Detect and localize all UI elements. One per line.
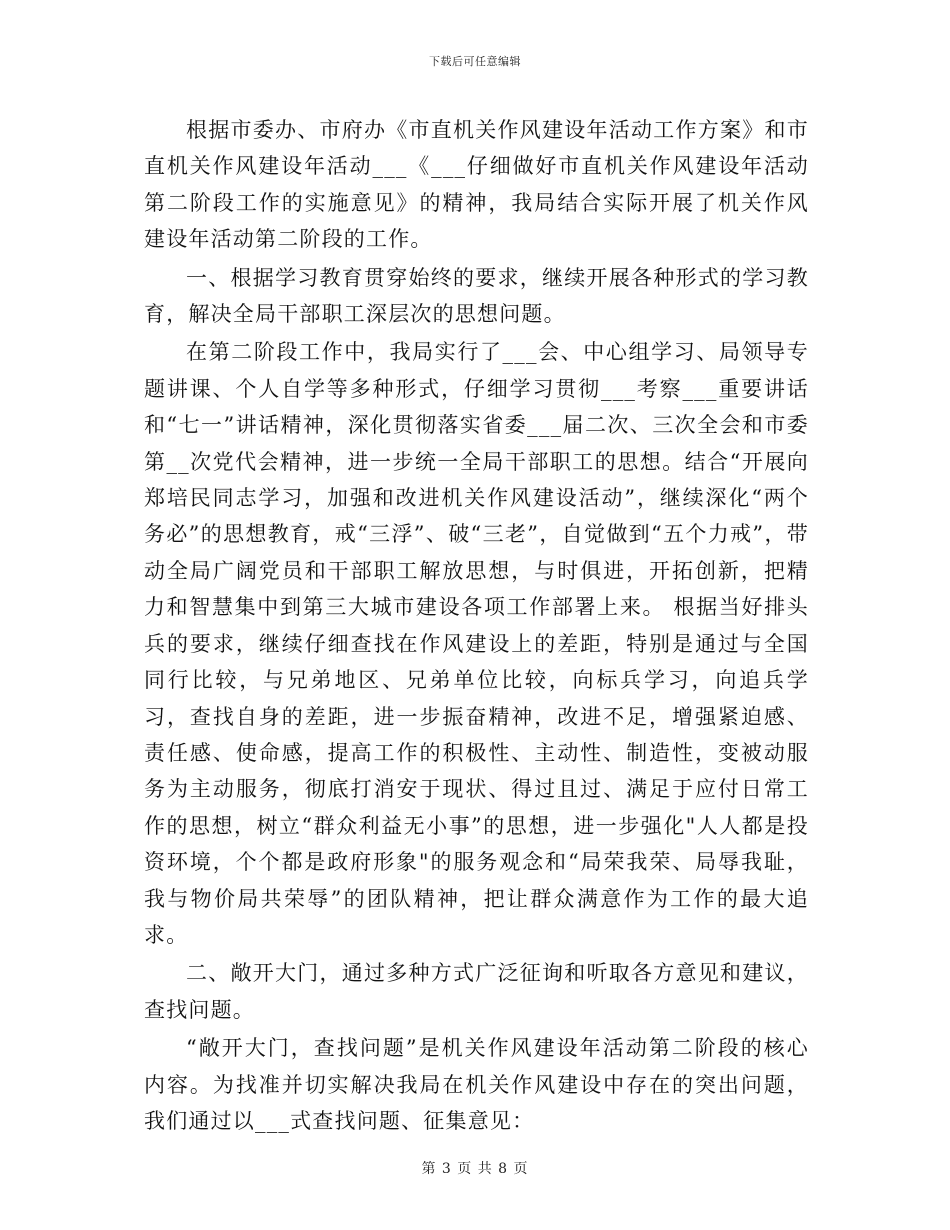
paragraph-section-one-heading: 一、根据学习教育贯穿始终的要求，继续开展各种形式的学习教育，解决全局干部职工深层次的思想问题。 xyxy=(144,265,809,327)
paragraph-intro: 根据市委办、市府办《市直机关作风建设年活动工作方案》和市直机关作风建设年活动___《___仔细做好市直机关作风建设年活动第二阶段工作的实施意见》的精神，我局结合实际开展了机关作风建设年活动第二阶段的工作。 xyxy=(144,118,809,252)
paragraph-section-two-heading: 二、敞开大门，通过多种方式广泛征询和听取各方意见和建议，查找问题。 xyxy=(144,961,809,1022)
page-number: 第 3 页 共 8 页 xyxy=(421,1161,529,1177)
document-body xyxy=(144,112,809,1141)
paragraph-section-one-body: 在第二阶段工作中，我局实行了___会、中心组学习、局领导专题讲课、个人自学等多种形式，仔细学习贯彻___考察___重要讲话和“七一”讲话精神，深化贯彻落实省委___届二次、三次全会和市委第__次党代会精神，进一步统一全局干部职工的思想。结合“开展向郑培民同志学习，加强和改进机关作风建设活动”，继续深化“两个务必”的思想教育，戒“三浮”、破“三老”，自觉做到“五个力戒”，带动全局广阔党员和干部职工解放思想，与时俱进，开拓创新，把精力和智慧集中到第三大城市建设各项工作部署上来。 根据当好排头兵的要求，继续仔细查找在作风建设上的差距，特别是通过与全国同行比较，与兄弟地区、兄弟单位比较，向标兵学习，向追兵学习，查找自身的差距，进一步振奋精神，改进不足，增强紧迫感、责任感、使命感，提高工作的积极性、主动性、制造性，变被动服务为主动服务，彻底打消安于现状、得过且过、满足于应付日常工作的思想，树立“群众利益无小事”的思想，进一步强化"人人都是投资环境，个个都是政府形象"的服务观念和“局荣我荣、局辱我耻，我与物价局共荣辱”的团队精神，把让群众满意作为工作的最大追求。 xyxy=(144,340,809,947)
paragraph-section-two-body: “敞开大门，查找问题”是机关作风建设年活动第二阶段的核心内容。为找准并切实解决我局在机关作风建设中存在的突出问题，我们通过以___式查找问题、征集意见： xyxy=(144,1036,809,1133)
header-note: 下载后可任意编辑 xyxy=(429,55,521,68)
